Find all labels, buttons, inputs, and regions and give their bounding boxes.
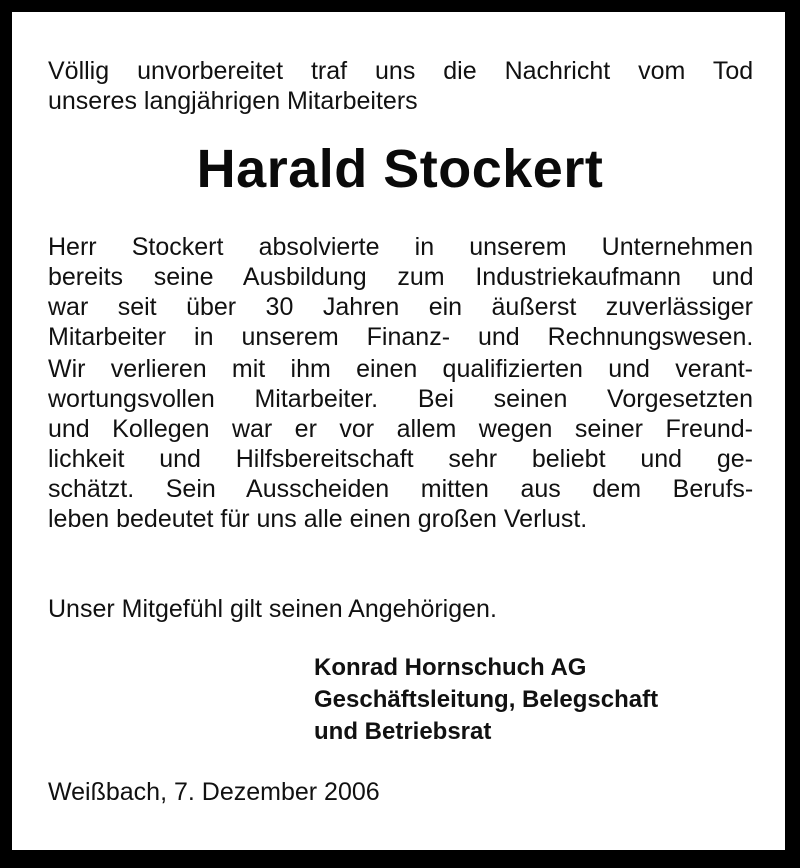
signature-block xyxy=(314,652,658,748)
condolence-line: Unser Mitgefühl gilt seinen Angehörigen. xyxy=(48,595,497,623)
signature-company: Konrad Hornschuch AG xyxy=(314,654,587,681)
intro-line: unseres langjährigen Mitarbeiters xyxy=(48,87,418,115)
paragraph-line: Herr Stockert absolvierte in unserem Unternehmen xyxy=(48,233,754,261)
paragraph-line: leben bedeutet für uns alle einen großen Verlust. xyxy=(48,505,588,533)
intro-text xyxy=(48,56,753,116)
paragraph-line: Mitarbeiter in unserem Finanz- und Rechnungswesen. xyxy=(48,323,754,351)
signature-line: Geschäftsleitung, Belegschaft xyxy=(314,686,659,713)
intro-line: Völlig unvorbereitet traf uns die Nachricht vom Tod xyxy=(48,57,754,85)
signature-line: und Betriebsrat xyxy=(314,718,492,745)
paragraph-line: wortungsvollen Mitarbeiter. Bei seinen Vorgesetzten xyxy=(48,385,753,413)
paragraph-line: und Kollegen war er vor allem wegen seiner Freund- xyxy=(48,415,753,443)
paragraph-line: lichkeit und Hilfsbereitschaft sehr beliebt und ge- xyxy=(48,445,753,473)
paragraph-line: schätzt. Sein Ausscheiden mitten aus dem Berufs- xyxy=(48,475,754,503)
paragraph-tribute xyxy=(48,354,753,534)
condolence-text xyxy=(48,594,753,624)
paragraph-line: war seit über 30 Jahren ein äußerst zuverlässiger xyxy=(48,293,753,321)
paragraph-line: Wir verlieren mit ihm einen qualifizierten und verant- xyxy=(48,355,753,383)
deceased-name: Harald Stockert xyxy=(196,139,604,199)
paragraph-career xyxy=(48,232,753,352)
paragraph-line: bereits seine Ausbildung zum Industriekaufmann und xyxy=(48,263,754,291)
place-and-date: Weißbach, 7. Dezember 2006 xyxy=(48,778,380,806)
